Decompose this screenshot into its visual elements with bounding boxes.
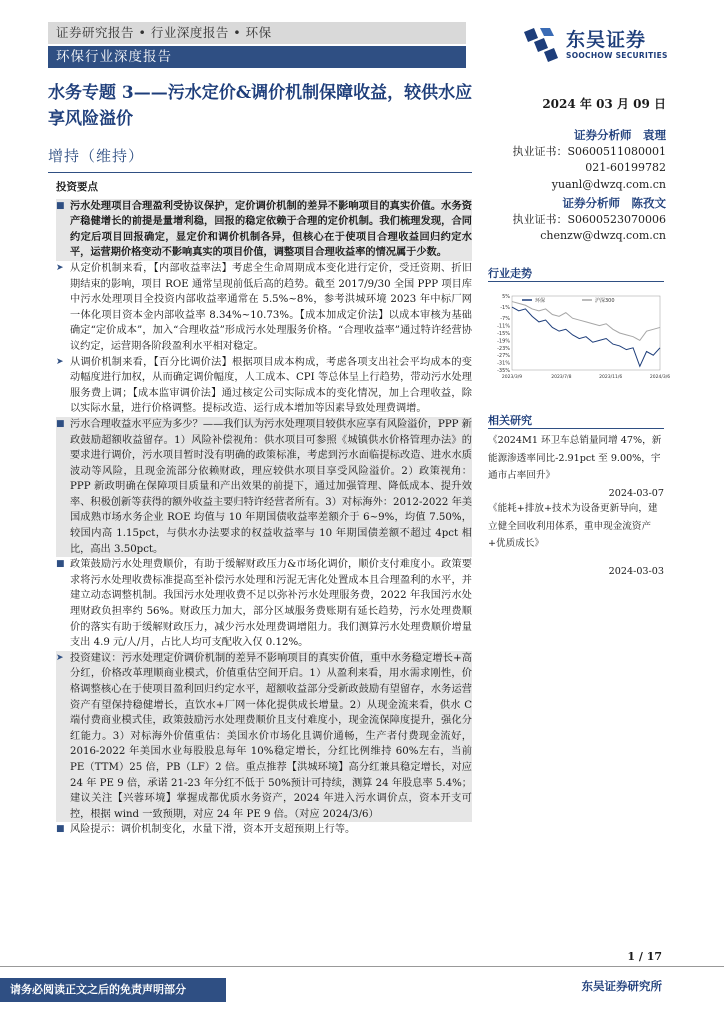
section-band <box>48 46 466 68</box>
industry-trend-chart <box>490 290 671 382</box>
series-line-env <box>512 307 660 366</box>
trend-chart-svg <box>490 290 671 382</box>
investment-advice: ➤ 投资建议：污水处理定价调价机制的差异不影响项目的真实价值，重中水务稳定增长+高分红，价格改革理顺商业模式，价值重估空间开启。1）从盈利来看，用水需求刚性，价格调整核心在于使项目盈利回归约定水平，超额收益部分受新政鼓励有望留存，水务运营资产有望保持稳健增长，直饮水+厂网一体化提供成长增量。2）从现金流来看，供水 C 端付费商业模式佳，政策鼓励污水处理费顺价且支付难度小，现金流保障度提升，强化分红能力。3）对标海外价值重估：美国水价市场化且调价通畅，生产者付费现金流好，2016-2022 年美国水业每股股息每年 10%稳定增长，分红比例维持 60%左右，当前 PE（TTM）25 倍，PB（LF）2 倍。重点推荐【洪城环境】高分红兼具稳定增长，对应 24 年 PE 9 倍，承诺 21-23 年分红不低于 50%预计可持续，测算 24 年股息率 5.4%；建议关注【兴蓉环境】掌握成都优质水务资产，2024 年进入污水调价点，资本开支可控，根据 wind 一致预期，对应 24 年 PE 9 倍。（对应 2024/3/6） <box>56 651 472 823</box>
breadcrumb: 证券研究报告 • 行业深度报告 • 环保 <box>56 25 272 40</box>
x-tick-label: 2023/7/8 <box>551 375 572 380</box>
section-title: 环保行业深度报告 <box>56 49 172 65</box>
pricing-mechanism: ➤ 从定价机制来看，【内部收益率法】考虑全生命周期成本变化进行定价，受迁资期、折旧期结束的影响，项目 ROE 通常呈现前低后高的趋势。截至 2017/9/30 全国 PPP 项目库中污水处理项目全投资内部收益率通常在 5.5%~8%，参考洪城环境 2023 年中标厂网一体化项目资本金内部收益率 8.34%~10.73%。【成本加成定价法】以成本审核为基础确定“定价成本”，加入“合理收益”形成污水处理服务价格。“合理收益率”通过特许经营协议约定，运营期各阶段盈利水平相对稳定。 <box>56 261 472 355</box>
analyst-card <box>512 127 666 193</box>
legend-label: 环保 <box>535 298 546 304</box>
y-tick-label: -15% <box>497 331 510 337</box>
key-point: ■ 污水处理项目合理盈利受协议保护，定价调价机制的差异不影响项目的真实价值。水务资产稳健增长的前提是量增利稳，回报的稳定依赖于合理的定价机制。我们梳理发现，合同约定后项目回报确定，显定价和调价机制各异，但核心在于使项目合理收益回归约定水平，运营期价格变动不影响真实的项目价值，调整项目合理收益率的情况属于少数。 <box>56 199 472 261</box>
y-tick-label: -35% <box>497 368 510 374</box>
analyst-name: 证券分析师 陈孜文 <box>562 196 666 210</box>
trend-divider <box>488 281 664 282</box>
page-number: 1 / 17 <box>627 950 662 963</box>
series-line-hs300 <box>512 302 660 341</box>
logo-text-en: SOOCHOW SECURITIES <box>566 51 668 60</box>
analyst-cert: 执业证书：S0600523070006 <box>512 212 666 226</box>
risk-warning: ■ 风险提示：调价机制变化，水量下滑，资本开支超预期上行等。 <box>56 822 472 838</box>
related-report[interactable]: 《2024M1 环卫车总销量同增 47%，新能源渗透率同比-2.91pct 至 9.00%，宇通市占率回升》 <box>488 435 662 481</box>
footer-org: 东吴证券研究所 <box>581 979 662 993</box>
x-tick-label: 2023/3/9 <box>501 375 523 380</box>
analyst-phone: 021-60199782 <box>585 161 666 174</box>
related-title: 相关研究 <box>488 414 532 427</box>
y-tick-label: -19% <box>497 338 510 345</box>
disclaimer-text: 请务必阅读正文之后的免责声明部分 <box>10 983 186 996</box>
breadcrumb-band <box>48 22 466 44</box>
adjustment-mechanism: ➤ 从调价机制来看，【百分比调价法】根据项目成本构成，考虑各项支出社会平均成本的变动幅度进行加权，从而确定调价幅度，人工成本、CPI 等总体呈上行趋势，带动污水处理服务费上调；【成本监审调价法】通过核定公司实际成本的变化情况，加上合理收益，除以实际水量，进行价格调整。提标改造、运行成本增加等因素导致处理费调增。 <box>56 355 472 417</box>
y-tick-label: 5% <box>502 294 510 300</box>
y-tick-label: -1% <box>500 305 510 312</box>
related-report[interactable]: 《能耗+排放+技术为设备更新导向，建立健全回收利用体系，重申现金流资产+优质成长》 <box>488 503 658 549</box>
title-divider <box>48 172 472 173</box>
reasonable-return: ■ 污水合理收益水平应为多少？——我们认为污水处理项目较供水应享有风险溢价，PPP 新政鼓励超额收益留存。1）风险补偿视角：供水项目可参照《城镇供水价格管理办法》的要求进行调价，污水项目暂时没有明确的政策标准，考虑到污水面临提标改造、进水水质波动等风险，且现金流部分依赖财政，理应较供水项目享受风险溢价。2）政策视角：PPP 新政明确在保障项目质量和产出效果的前提下，通过加强管理、降低成本、提升效率、积极创新等获得的额外收益主要归特许经营者所有。3）对标海外：2012-2022 年美国成熟市场水务企业 ROE 均值与 10 年期国债收益率差额介于 6~9%，均值 7.50%，较国内高 1.15pct，与供水办法要求的权益收益率与 10 年期国债差额不超过 4pct 相比，高出 3.50pct。 <box>56 417 472 557</box>
report-title: 水务专题 3——污水定价&调价机制保障收益，较供水应享风险溢价 <box>48 83 473 129</box>
y-tick-label: -23% <box>497 345 510 352</box>
summary-heading: 投资要点 <box>56 181 98 193</box>
x-tick-label: 2023/11/6 <box>599 375 623 380</box>
rating: 增持（维持） <box>48 147 145 165</box>
company-logo <box>520 24 700 64</box>
related-date: 2024-03-07 <box>608 488 664 499</box>
legend-label: 沪深300 <box>595 298 615 304</box>
y-tick-label: -27% <box>497 353 510 360</box>
analyst-email[interactable]: chenzw@dwzq.com.cn <box>540 229 666 242</box>
disclaimer-band <box>0 978 226 1002</box>
report-date: 2024 年 03 月 09 日 <box>542 97 666 111</box>
analyst-email[interactable]: yuanl@dwzq.com.cn <box>551 177 666 191</box>
analyst-name: 证券分析师 袁理 <box>574 128 666 142</box>
plot-frame <box>512 296 660 370</box>
logo-text-cn: 东吴证券 <box>566 29 647 51</box>
related-divider <box>488 428 664 429</box>
y-tick-label: -7% <box>500 316 510 323</box>
investment-summary <box>56 180 472 838</box>
y-tick-label: -31% <box>497 360 510 367</box>
related-date: 2024-03-03 <box>608 566 664 577</box>
logo-mark-icon <box>520 24 560 64</box>
trend-title: 行业走势 <box>488 267 532 280</box>
analyst-card <box>512 195 666 245</box>
footer-divider <box>0 966 724 967</box>
x-tick-label: 2024/3/6 <box>649 375 671 380</box>
policy-pass-through: ■ 政策鼓励污水处理费顺价，有助于缓解财政压力&市场化调价，顺价支付难度小。政策要求将污水处理收费标准提高至补偿污水处理和污泥无害化处置成本且合理盈利的水平，并建立动态调整机制。我国污水处理收费不足以弥补污水处理服务费，2022 年我国污水处理财政负担率约 56%。财政压力加大，部分区域服务费账期有延长趋势，污水处理费顺价的落实有助于缓解财政压力，减少污水处理费调增阻力。我们测算污水处理费顺价增量支出 4.9 元/人/月，占比人均可支配收入仅 0.12%。 <box>56 557 472 651</box>
analyst-cert: 执业证书：S0600511080001 <box>512 144 666 158</box>
y-tick-label: -11% <box>497 323 510 330</box>
